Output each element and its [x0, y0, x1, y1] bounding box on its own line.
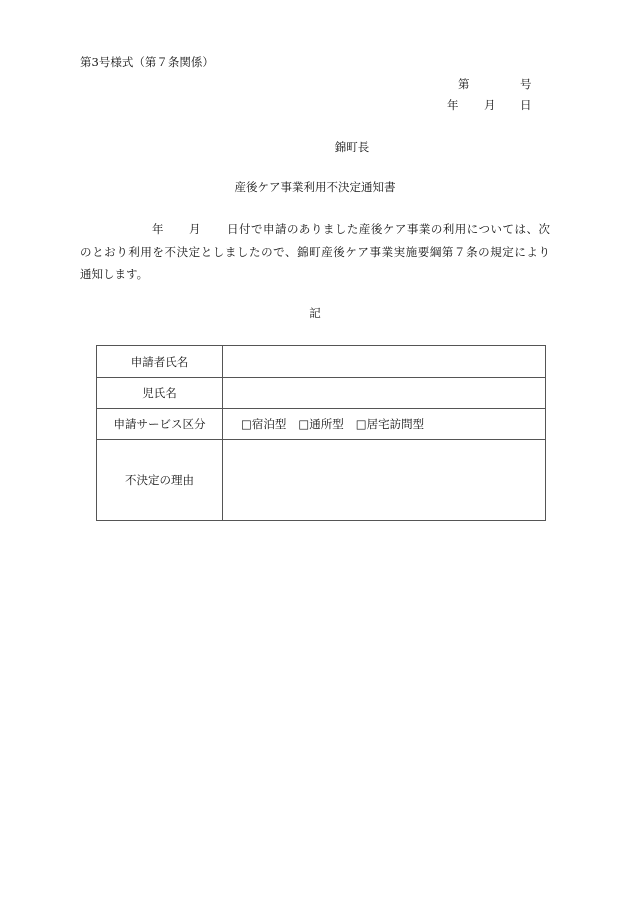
rejection-reason-label: 不決定の理由	[97, 440, 223, 521]
table-row	[97, 409, 546, 440]
date-year: 年	[447, 98, 459, 112]
form-label: 第3号様式（第７条関係）	[80, 55, 214, 69]
option-overnight[interactable]: □宿泊型	[241, 417, 287, 431]
body-line-2: のとおり利用を不決定としましたので、錦町産後ケア事業実施要綱第７条の規定により	[80, 245, 550, 259]
body-date-year: 年	[152, 222, 164, 236]
date-month: 月	[484, 98, 496, 112]
option-home-visit[interactable]: □居宅訪問型	[355, 417, 425, 431]
child-name-label: 児氏名	[97, 378, 223, 409]
service-type-options	[223, 409, 546, 440]
option-day-visit[interactable]: □通所型	[298, 417, 344, 431]
applicant-name-field[interactable]	[223, 346, 546, 378]
table-row	[97, 378, 546, 409]
service-type-label: 申請サービス区分	[97, 409, 223, 440]
child-name-field[interactable]	[223, 378, 546, 409]
date-day: 日	[520, 98, 532, 112]
document-title: 産後ケア事業利用不決定通知書	[234, 180, 396, 194]
rejection-reason-field[interactable]	[223, 440, 546, 521]
body-line-1: 日付で申請のありました産後ケア事業の利用については、次	[227, 222, 550, 236]
number-prefix: 第	[458, 77, 470, 91]
table-row	[97, 346, 546, 378]
table-row	[97, 440, 546, 521]
applicant-name-label: 申請者氏名	[97, 346, 223, 378]
body-line-3: 通知します。	[80, 267, 149, 281]
details-table	[96, 345, 546, 521]
body-date-month: 月	[189, 222, 201, 236]
number-suffix: 号	[520, 77, 532, 91]
addressee: 錦町長	[334, 140, 370, 154]
ki-heading: 記	[309, 306, 321, 320]
